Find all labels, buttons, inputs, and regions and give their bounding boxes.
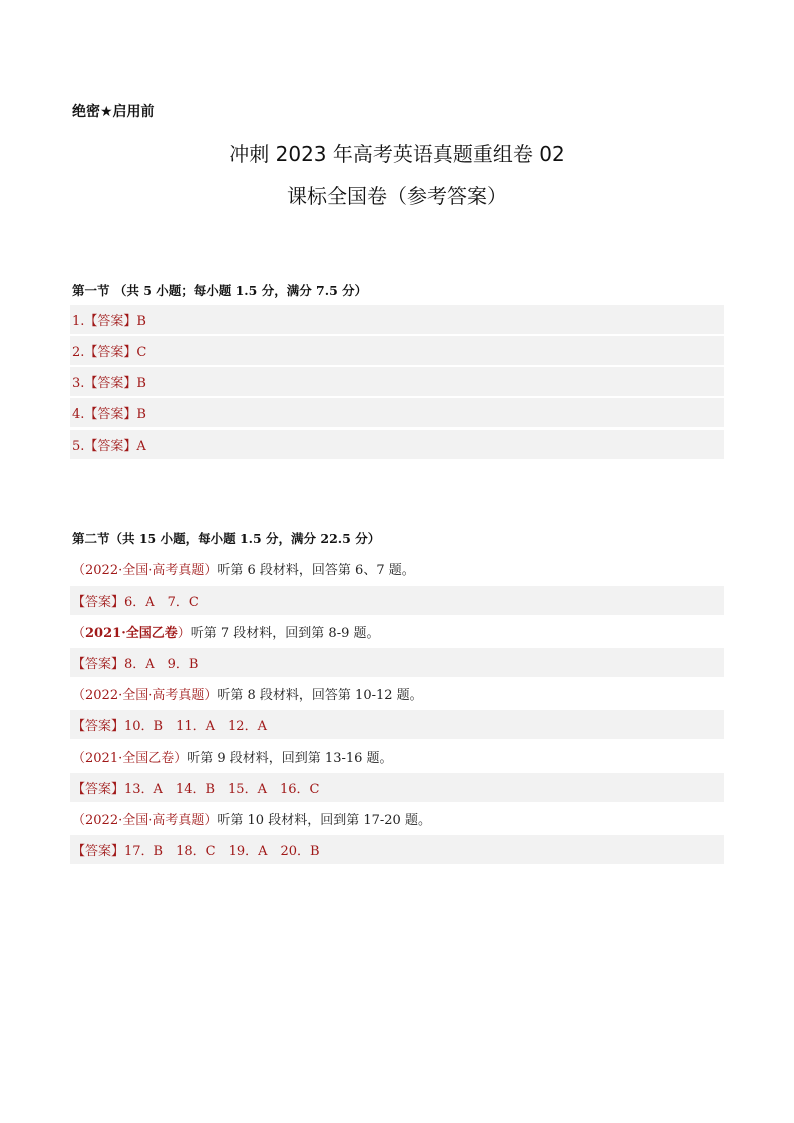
- source-close: ）: [204, 813, 218, 828]
- source-text: 听第 7 段材料，回到第 8-9 题。: [190, 626, 380, 641]
- source-text: 听第 8 段材料，回答第 10-12 题。: [217, 688, 423, 703]
- page-subtitle: 课标全国卷（参考答案）: [287, 184, 507, 208]
- answer-row-5: 5.【答案】A: [70, 430, 724, 459]
- source-close: ）: [204, 688, 218, 703]
- source-tag: 2021·全国乙卷: [85, 626, 178, 641]
- source-open: （: [72, 563, 86, 578]
- source-close: ）: [204, 563, 218, 578]
- source-row-2: [70, 617, 724, 646]
- group-answer-row-4: 【答案】13．A 14．B 15．A 16．C: [70, 773, 724, 802]
- source-tag: 2021·全国乙卷: [85, 751, 175, 766]
- group-answer-row-5: 【答案】17．B 18．C 19．A 20．B: [70, 835, 724, 864]
- source-close: ）: [174, 751, 188, 766]
- source-open: （: [72, 813, 86, 828]
- source-row-5: [70, 804, 724, 833]
- source-text: 听第 6 段材料，回答第 6、7 题。: [217, 563, 415, 578]
- source-tag: 2022·全国·高考真题: [85, 688, 205, 703]
- source-tag: 2022·全国·高考真题: [85, 813, 205, 828]
- answer-row-1: 1.【答案】B: [70, 305, 724, 334]
- section1-heading: 第一节 （共 5 小题；每小题 1.5 分，满分 7.5 分）: [72, 283, 368, 298]
- source-text: 听第 9 段材料，回到第 13-16 题。: [187, 751, 393, 766]
- group-answer-row-1: 【答案】6．A 7．C: [70, 586, 724, 615]
- source-open: （: [72, 688, 86, 703]
- source-open: （: [72, 751, 86, 766]
- source-text: 听第 10 段材料，回到第 17-20 题。: [217, 813, 431, 828]
- answer-row-4: 4.【答案】B: [70, 398, 724, 427]
- secret-label: 绝密★启用前: [72, 104, 155, 120]
- group-answer-row-3: 【答案】10．B 11．A 12．A: [70, 710, 724, 739]
- source-row-4: [70, 742, 724, 771]
- source-tag: 2022·全国·高考真题: [85, 563, 205, 578]
- source-row-3: [70, 679, 724, 708]
- answer-row-3: 3.【答案】B: [70, 367, 724, 396]
- section2-heading: 第二节（共 15 小题，每小题 1.5 分，满分 22.5 分）: [72, 531, 381, 546]
- source-row-1: [70, 554, 724, 583]
- page-title: 冲刺 2023 年高考英语真题重组卷 02: [229, 142, 565, 166]
- source-open: （: [72, 626, 86, 641]
- source-close: ）: [177, 626, 191, 641]
- answer-row-2: 2.【答案】C: [70, 336, 724, 365]
- group-answer-row-2: 【答案】8．A 9．B: [70, 648, 724, 677]
